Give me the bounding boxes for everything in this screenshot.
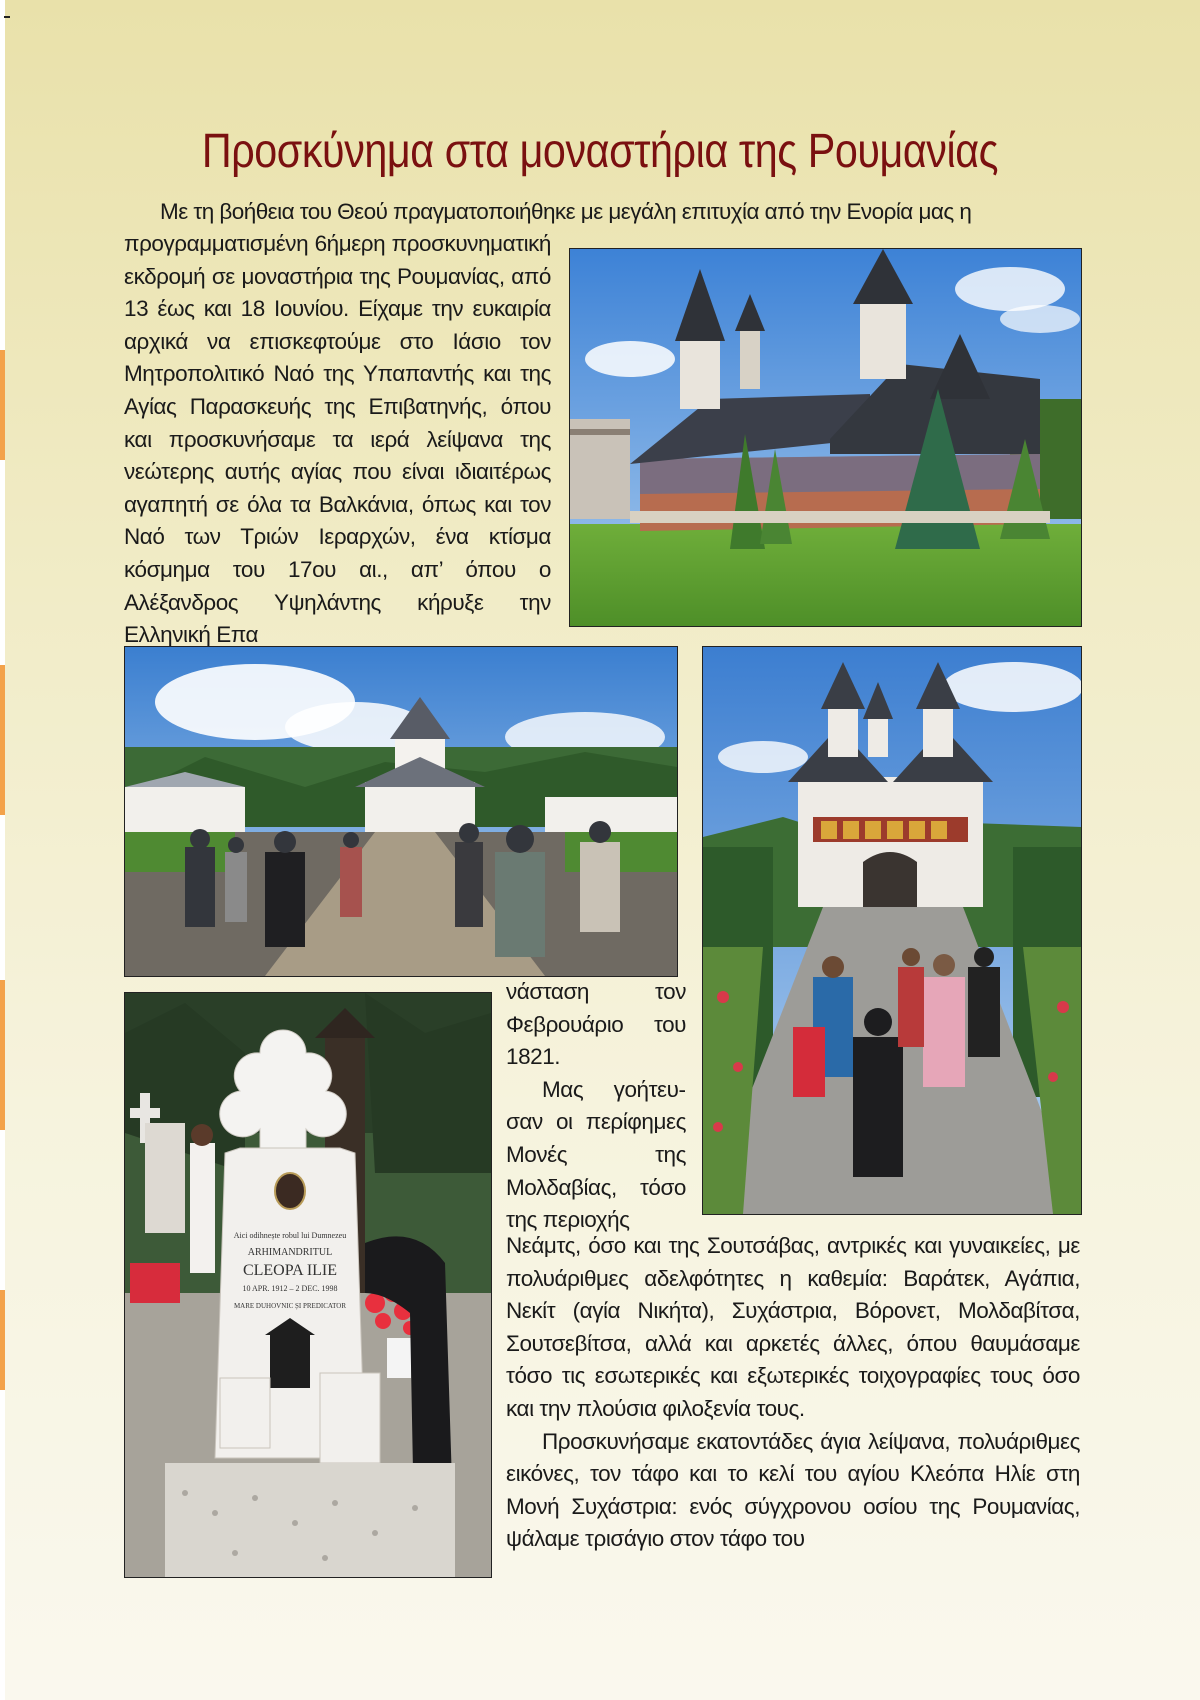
page-left-strip [0, 0, 5, 1700]
text-column-middle: νάσταση τον Φεβρουάριο του 1821. Μας γοήτευσαν οι περίφημες Μονές της Μολδαβίας, τόσο της περιοχής [506, 979, 686, 1233]
edge-tab [0, 665, 5, 815]
photo-painted-church [569, 248, 1082, 627]
grave-line1: Aici odihnește robul lui Dumnezeu [233, 1231, 347, 1240]
edge-tab [0, 350, 5, 460]
text-column-top: προγραμματισμένη 6ήμερη προσκυνηματική εκδρομή σε μοναστήρια της Ρουμανίας, από 13 έως και 18 Ιουνίου. Είχαμε την ευκαιρία αρχικά να επισκεφτούμε στο Ιάσιο τον Μητροπολιτικό Ναό της Υπαπαντής και της Αγίας Παρασκευής της Επιβατηνής, όπου και προσκυνήσαμε τα ιερά λείψανα της νεώτερης αυτής αγίας που είναι ιδιαιτέρως αγαπητή σε όλα τα Βαλκάνια, όπως και τον Ναό των Τριών Ιεραρχών, ένα κτίσμα κόσμημα του 17ου αι., απ’ όπου ο Αλέξανδρος Υψηλάντης κήρυξε την Ελληνική Επα [124, 231, 551, 648]
photo-grave-cleopa-ilie [124, 992, 492, 1578]
edge-tab [0, 980, 5, 1130]
text-column-bottom: Νεάμτς, όσο και της Σουτσάβας, αντρικές και γυναικείες, με πολυάριθμες αδελφότητες η καθεμία: Βαράτεκ, Αγάπια, Νεκίτ (αγία Νικήτα), Συχάστρια, Βόρονετ, Μολδαβίτσα, Σουτσεβίτσα, αλλά και αρκετές άλλες, όπου θαυμάσαμε τόσο τις εσωτερικές και εξωτερικές τοιχογραφίες τους όσο και την πλούσια φιλοξενία τους. Προσκυνήσαμε εκατοντάδες άγια λείψανα, πολυάριθμες εικόνες, τον τάφο και το κελί του αγίου Κλεόπα Ηλίε στη Μονή Συχάστρια: ενός σύγχρονου οσίου της Ρουμανίας, ψάλαμε τρισάγιο στον τάφο του [506, 1233, 1080, 1552]
article-title: Προσκύνημα στα μοναστήρια της Ρουμανίας [201, 125, 999, 178]
intro-line: Με τη βοήθεια του Θεού πραγματοποιήθηκε με μεγάλη επιτυχία από την Ενορία μας η [160, 199, 972, 224]
edge-tab [0, 1290, 5, 1390]
grave-line2: ARHIMANDRITUL [247, 1247, 333, 1258]
grave-line3: CLEOPA ILIE [242, 1262, 338, 1279]
photo-monastery-courtyard [124, 646, 678, 977]
grave-line4: 10 APR. 1912 – 2 DEC. 1998 [242, 1284, 338, 1293]
grave-line5: MARE DUHOVNIC ȘI PREDICATOR [233, 1302, 347, 1310]
photo-church-entrance [702, 646, 1082, 1215]
corner-dash [4, 16, 10, 18]
